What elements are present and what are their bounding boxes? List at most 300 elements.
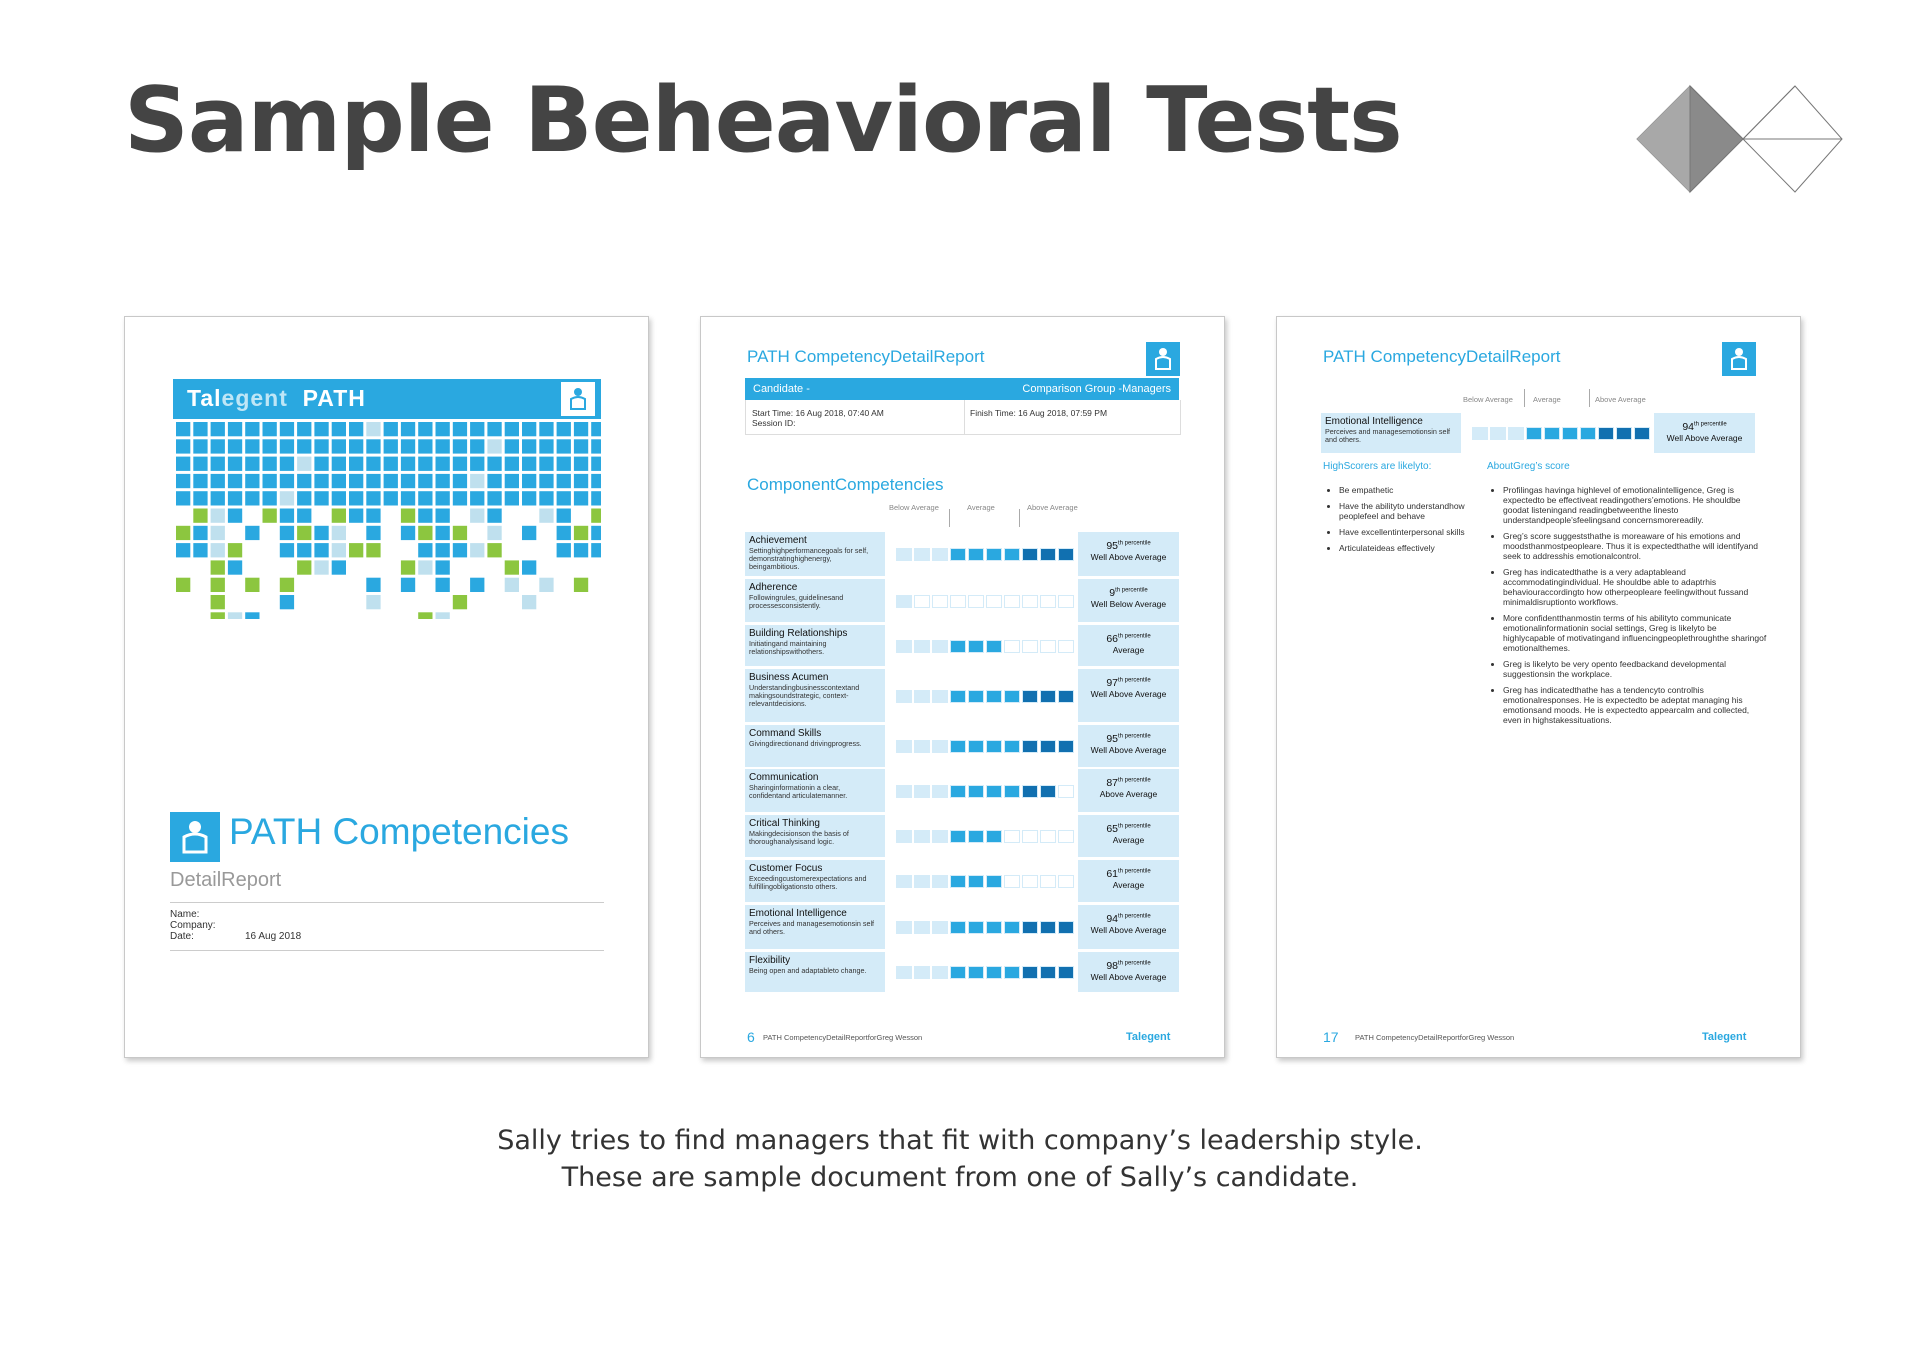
mosaic-tile — [418, 457, 432, 471]
mosaic-tile — [470, 422, 484, 436]
score-segment — [1058, 921, 1074, 934]
mosaic-tile — [366, 422, 380, 436]
mosaic-tile — [366, 457, 380, 471]
score-segment — [896, 966, 912, 979]
score-segment — [932, 548, 948, 561]
mosaic-tile — [539, 422, 553, 436]
score-segment — [1040, 921, 1056, 934]
mosaic-tile — [193, 474, 207, 488]
mosaic-tile — [176, 526, 190, 540]
mosaic-tile — [505, 439, 519, 453]
percentile-label: Average — [1112, 645, 1145, 655]
percentile-value: $98^{th percentile}$ — [1106, 960, 1151, 972]
mosaic-tile — [263, 491, 277, 505]
mosaic-tile — [366, 439, 380, 453]
mosaic-tile — [211, 491, 225, 505]
mosaic-tile — [280, 526, 294, 540]
score-segment — [986, 740, 1002, 753]
percentile-label: Well Above Average — [1090, 745, 1167, 755]
mosaic-tile — [211, 526, 225, 540]
score-bar — [888, 579, 1075, 622]
score-segment — [1004, 785, 1020, 798]
score-segment — [914, 690, 930, 703]
score-segment — [1508, 427, 1524, 440]
score-segment — [1004, 640, 1020, 653]
page-number: 6 — [747, 1029, 755, 1045]
score-segment — [950, 640, 966, 653]
score-segment — [932, 921, 948, 934]
mosaic-tile — [591, 422, 601, 436]
score-segment — [1022, 921, 1038, 934]
mosaic-tile — [505, 560, 519, 574]
score-segment — [1526, 427, 1542, 440]
score-segment — [932, 640, 948, 653]
mosaic-tile — [349, 509, 363, 523]
mosaic-tile — [574, 457, 588, 471]
cover-banner — [173, 379, 601, 419]
comparison-label: Comparison Group -Managers — [1022, 383, 1171, 395]
mosaic-graphic — [173, 419, 601, 619]
percentile-value: $87^{th percentile}$ — [1106, 777, 1151, 789]
mosaic-tile — [297, 439, 311, 453]
competency-name: Command Skills — [749, 728, 822, 739]
percentile-label: Above Average — [1099, 789, 1158, 799]
competency-desc: Makingdecisionson the basis of thoroughanalysisand logic. — [749, 829, 849, 846]
score-segment — [1058, 830, 1074, 843]
competency-desc: Followingrules, guidelinesand processesconsistently. — [749, 593, 844, 610]
score-segment — [932, 875, 948, 888]
cover-heading: PATH Competencies — [229, 811, 569, 852]
mosaic-tile — [401, 491, 415, 505]
score-segment — [986, 595, 1002, 608]
mosaic-tile — [557, 543, 571, 557]
competency-name: Emotional Intelligence — [1325, 416, 1423, 427]
score-item: • Profilingas havinga highlevel of emotionalintelligence, Greg is expectedto be effectiveat readingothers’emotions. He shouldbe goodat listeningand readingbetweenthe linesto understandpeople’sfeelingsand concernsmorereadily. — [1503, 485, 1768, 525]
score-segment — [950, 830, 966, 843]
percentile-label: Well Above Average — [1090, 972, 1167, 982]
mosaic-tile — [176, 439, 190, 453]
mosaic-tile — [522, 491, 536, 505]
percentile-label: Average — [1112, 880, 1145, 890]
mosaic-tile — [487, 526, 501, 540]
mosaic-tile — [349, 474, 363, 488]
score-bar — [888, 669, 1075, 722]
mosaic-tile — [470, 491, 484, 505]
score-segment — [914, 875, 930, 888]
mosaic-tile — [470, 578, 484, 592]
score-segment — [986, 640, 1002, 653]
mosaic-tile — [211, 560, 225, 574]
mosaic-tile — [366, 509, 380, 523]
score-segment — [986, 785, 1002, 798]
percentile-value: $61^{th percentile}$ — [1106, 868, 1151, 880]
score-segment — [950, 921, 966, 934]
mosaic-tile — [332, 526, 346, 540]
mosaic-tile — [505, 578, 519, 592]
mosaic-tile — [228, 560, 242, 574]
mosaic-tile — [401, 509, 415, 523]
mosaic-tile — [297, 526, 311, 540]
mosaic-tile — [436, 560, 450, 574]
competency-name: Emotional Intelligence — [749, 908, 847, 919]
finish-time: Finish Time: 16 Aug 2018, 07:59 PM — [970, 408, 1108, 418]
competency-name-cell — [745, 725, 885, 767]
mosaic-tile — [280, 439, 294, 453]
scale-tick — [1019, 509, 1020, 527]
mosaic-tile — [522, 422, 536, 436]
mosaic-tile — [522, 474, 536, 488]
percentile-label: Well Above Average — [1666, 433, 1743, 443]
footer-logo: Talegent — [1126, 1031, 1171, 1043]
percentile-value: $94^{th percentile}$ — [1682, 421, 1727, 433]
competency-name: Customer Focus — [749, 863, 823, 874]
mosaic-tile — [436, 474, 450, 488]
start-time: Start Time: 16 Aug 2018, 07:40 AM — [752, 408, 884, 418]
mosaic-tile — [193, 422, 207, 436]
score-segment — [896, 785, 912, 798]
mosaic-tile — [574, 439, 588, 453]
mosaic-tile — [591, 439, 601, 453]
competency-desc: Being open and adaptableto change. — [749, 966, 867, 975]
score-segment — [1004, 548, 1020, 561]
about-score-heading: AboutGreg’s score — [1487, 461, 1570, 472]
mosaic-tile — [297, 422, 311, 436]
mosaic-tile — [522, 595, 536, 609]
mosaic-tile — [539, 474, 553, 488]
score-segment — [986, 966, 1002, 979]
mosaic-tile — [505, 491, 519, 505]
score-segment — [932, 690, 948, 703]
mosaic-tile — [487, 439, 501, 453]
mosaic-tile — [557, 457, 571, 471]
mosaic-tile — [245, 474, 259, 488]
high-scorers-list — [1323, 485, 1479, 559]
mosaic-tile — [591, 474, 601, 488]
mosaic-tile — [436, 439, 450, 453]
mosaic-tile — [280, 509, 294, 523]
mosaic-tile — [314, 491, 328, 505]
score-segment — [1022, 640, 1038, 653]
score-segment — [896, 640, 912, 653]
mosaic-tile — [401, 457, 415, 471]
competency-desc: Understandingbusinesscontextand makingsoundstrategic, context-relevantdecisions. — [749, 683, 860, 708]
percentile-value: $66^{th percentile}$ — [1106, 633, 1151, 645]
score-bar — [888, 725, 1075, 767]
mosaic-tile — [384, 422, 398, 436]
score-segment — [932, 740, 948, 753]
score-segment — [896, 875, 912, 888]
mosaic-tile — [211, 578, 225, 592]
report-title: PATH CompetencyDetailReport — [1323, 347, 1561, 366]
competency-name: Achievement — [749, 535, 807, 546]
score-segment — [1562, 427, 1578, 440]
mosaic-tile — [401, 526, 415, 540]
page-number: 17 — [1323, 1029, 1339, 1045]
score-segment — [1058, 690, 1074, 703]
score-segment — [1598, 427, 1614, 440]
competency-name: Critical Thinking — [749, 818, 820, 829]
mosaic-tile — [263, 422, 277, 436]
score-segment — [896, 595, 912, 608]
cover-subheading: DetailReport — [170, 869, 282, 891]
mosaic-tile — [211, 422, 225, 436]
divider — [170, 950, 604, 951]
score-segment — [1040, 785, 1056, 798]
score-bar — [888, 905, 1075, 949]
mosaic-tile — [384, 439, 398, 453]
mosaic-tile — [453, 474, 467, 488]
mosaic-tile — [297, 474, 311, 488]
mosaic-tile — [211, 457, 225, 471]
score-segment — [1490, 427, 1506, 440]
brand-part-a: Tal — [187, 385, 222, 411]
percentile-value: $65^{th percentile}$ — [1106, 823, 1151, 835]
mosaic-tile — [228, 439, 242, 453]
percentile-label: Well Below Average — [1090, 599, 1167, 609]
score-segment — [1022, 830, 1038, 843]
competency-name-cell — [745, 905, 885, 949]
mosaic-tile — [332, 560, 346, 574]
mosaic-tile — [297, 560, 311, 574]
mosaic-tile — [176, 578, 190, 592]
score-segment — [1058, 740, 1074, 753]
mosaic-tile — [436, 491, 450, 505]
percentile-cell — [1078, 952, 1179, 992]
percentile-cell — [1078, 769, 1179, 812]
competency-name: Flexibility — [749, 955, 791, 966]
percentile-label: Well Above Average — [1090, 925, 1167, 935]
date-value: 16 Aug 2018 — [245, 931, 302, 942]
mosaic-tile — [470, 509, 484, 523]
mosaic-tile — [591, 457, 601, 471]
mosaic-tile — [591, 526, 601, 540]
mosaic-tile — [297, 491, 311, 505]
percentile-value: $95^{th percentile}$ — [1106, 540, 1151, 552]
mosaic-tile — [314, 543, 328, 557]
high-scorer-item: • Be empathetic — [1339, 485, 1479, 495]
mosaic-tile — [332, 474, 346, 488]
footer-logo: Talegent — [1702, 1031, 1747, 1043]
mosaic-tile — [436, 422, 450, 436]
mosaic-tile — [245, 612, 259, 619]
mosaic-tile — [453, 422, 467, 436]
person-icon — [170, 812, 220, 862]
score-segment — [950, 690, 966, 703]
percentile-cell — [1078, 905, 1179, 949]
score-segment — [968, 548, 984, 561]
page-title: Sample Beheavioral Tests — [124, 68, 1402, 173]
score-item: • Greg’s score suggeststhathe is moreaware of his emotions and moodsthanmostpeopleare. Thus it is expectedthathe will identifyand seek to addresshis emotionalcontrol. — [1503, 531, 1768, 561]
mosaic-tile — [557, 509, 571, 523]
mosaic-tile — [436, 578, 450, 592]
mosaic-tile — [470, 474, 484, 488]
score-segment — [932, 595, 948, 608]
divider — [964, 400, 965, 434]
score-segment — [968, 740, 984, 753]
score-bar — [888, 532, 1075, 576]
score-segment — [1022, 740, 1038, 753]
score-item: • Greg has indicatedthathe has a tendencyto controlhis emotionalresponses. He is expectedto be adeptat managing his emotionsand moods. He is expectedto appearcalm and collected, even in highstakessituations. — [1503, 685, 1768, 725]
scale-below: Below Average — [1463, 395, 1513, 404]
diamond-logo-icon — [1635, 84, 1845, 194]
mosaic-tile — [401, 422, 415, 436]
score-segment — [968, 690, 984, 703]
percentile-value: $9^{th percentile}$ — [1109, 587, 1148, 599]
brand-logo — [187, 385, 366, 412]
score-segment — [1634, 427, 1650, 440]
mosaic-tile — [245, 422, 259, 436]
mosaic-tile — [332, 422, 346, 436]
score-segment — [1058, 548, 1074, 561]
score-item: • More confidentthanmostin terms of his abilityto communicate emotionalinformationin social settings, Greg is likelyto be highlycapable of motivatingand influencingpeoplethroughthe sharingof emotionalthemes. — [1503, 613, 1768, 653]
divider — [170, 902, 604, 903]
score-segment — [950, 785, 966, 798]
mosaic-tile — [176, 422, 190, 436]
mosaic-tile — [176, 457, 190, 471]
score-segment — [896, 690, 912, 703]
score-segment — [968, 875, 984, 888]
score-segment — [1040, 966, 1056, 979]
score-segment — [1040, 548, 1056, 561]
score-segment — [1022, 785, 1038, 798]
score-segment — [950, 966, 966, 979]
score-bar — [888, 815, 1075, 857]
mosaic-tile — [401, 578, 415, 592]
mosaic-tile — [453, 526, 467, 540]
scale-tick — [1589, 389, 1590, 407]
mosaic-tile — [418, 509, 432, 523]
score-segment — [1040, 740, 1056, 753]
mosaic-tile — [314, 457, 328, 471]
mosaic-tile — [487, 509, 501, 523]
scale-below: Below Average — [889, 503, 939, 512]
mosaic-tile — [384, 491, 398, 505]
mosaic-tile — [366, 578, 380, 592]
competency-name: Business Acumen — [749, 672, 829, 683]
mosaic-tile — [436, 526, 450, 540]
mosaic-tile — [280, 474, 294, 488]
session-id: Session ID: — [752, 418, 796, 428]
mosaic-tile — [211, 543, 225, 557]
score-segment — [968, 640, 984, 653]
score-bar — [888, 769, 1075, 812]
competency-name: Adherence — [749, 582, 798, 593]
mosaic-tile — [539, 491, 553, 505]
mosaic-tile — [297, 543, 311, 557]
mosaic-tile — [228, 612, 242, 619]
mosaic-tile — [366, 543, 380, 557]
mosaic-tile — [453, 595, 467, 609]
score-segment — [1004, 966, 1020, 979]
date-label: Date: — [170, 931, 194, 942]
mosaic-tile — [263, 474, 277, 488]
score-segment — [1022, 548, 1038, 561]
score-segment — [1058, 875, 1074, 888]
score-segment — [986, 548, 1002, 561]
mosaic-tile — [470, 543, 484, 557]
score-segment — [1004, 690, 1020, 703]
mosaic-tile — [193, 439, 207, 453]
mosaic-tile — [574, 543, 588, 557]
mosaic-tile — [332, 457, 346, 471]
score-segment — [896, 921, 912, 934]
score-segment — [914, 640, 930, 653]
mosaic-tile — [487, 474, 501, 488]
mosaic-tile — [211, 439, 225, 453]
company-label: Company: — [170, 920, 216, 931]
score-segment — [1004, 921, 1020, 934]
score-segment — [968, 785, 984, 798]
cover-page-thumbnail — [124, 316, 649, 1058]
candidate-label: Candidate - — [753, 383, 810, 395]
mosaic-tile — [487, 491, 501, 505]
score-segment — [1022, 966, 1038, 979]
footer-text: PATH CompetencyDetailReportforGreg Wesson — [763, 1033, 923, 1042]
mosaic-tile — [349, 457, 363, 471]
score-segment — [986, 690, 1002, 703]
person-icon — [1722, 342, 1756, 376]
score-item: • Greg has indicatedthathe is a very adaptableand accommodatingindividual. He shouldbe able to adaptrhis behaviouraccordingto how otherpeopleare feelingwithout fussand minimaldisruptionto workflows. — [1503, 567, 1768, 607]
score-segment — [914, 740, 930, 753]
competency-name-cell — [745, 769, 885, 812]
mosaic-tile — [401, 560, 415, 574]
report-page-thumbnail — [700, 316, 1225, 1058]
mosaic-tile — [314, 439, 328, 453]
score-segment — [950, 875, 966, 888]
score-segment — [968, 595, 984, 608]
percentile-cell — [1078, 579, 1179, 622]
mosaic-tile — [539, 509, 553, 523]
competency-name-cell — [745, 625, 885, 666]
mosaic-tile — [453, 543, 467, 557]
score-segment — [914, 595, 930, 608]
mosaic-tile — [193, 543, 207, 557]
mosaic-tile — [557, 491, 571, 505]
competency-name-cell — [745, 532, 885, 576]
mosaic-tile — [245, 491, 259, 505]
mosaic-tile — [574, 491, 588, 505]
mosaic-tile — [280, 422, 294, 436]
score-segment — [1040, 640, 1056, 653]
mosaic-tile — [245, 457, 259, 471]
score-segment — [1544, 427, 1560, 440]
scale-tick — [949, 509, 950, 527]
scale-tick — [1524, 389, 1525, 407]
score-segment — [1004, 740, 1020, 753]
mosaic-tile — [297, 457, 311, 471]
mosaic-tile — [436, 543, 450, 557]
mosaic-tile — [436, 612, 450, 619]
percentile-cell — [1078, 860, 1179, 902]
mosaic-tile — [280, 595, 294, 609]
mosaic-tile — [384, 457, 398, 471]
mosaic-tile — [418, 612, 432, 619]
competency-name: Building Relationships — [749, 628, 848, 639]
mosaic-tile — [418, 543, 432, 557]
score-segment — [896, 830, 912, 843]
detail-page-thumbnail — [1276, 316, 1801, 1058]
mosaic-tile — [401, 474, 415, 488]
mosaic-tile — [557, 439, 571, 453]
score-item: • Greg is likelyto be very opento feedbackand developmental suggestionsin the workplace. — [1503, 659, 1768, 679]
score-segment — [1040, 830, 1056, 843]
brand-part-b: egent — [221, 385, 288, 411]
mosaic-tile — [574, 578, 588, 592]
score-segment — [914, 966, 930, 979]
mosaic-tile — [470, 457, 484, 471]
score-segment — [986, 875, 1002, 888]
score-segment — [986, 830, 1002, 843]
